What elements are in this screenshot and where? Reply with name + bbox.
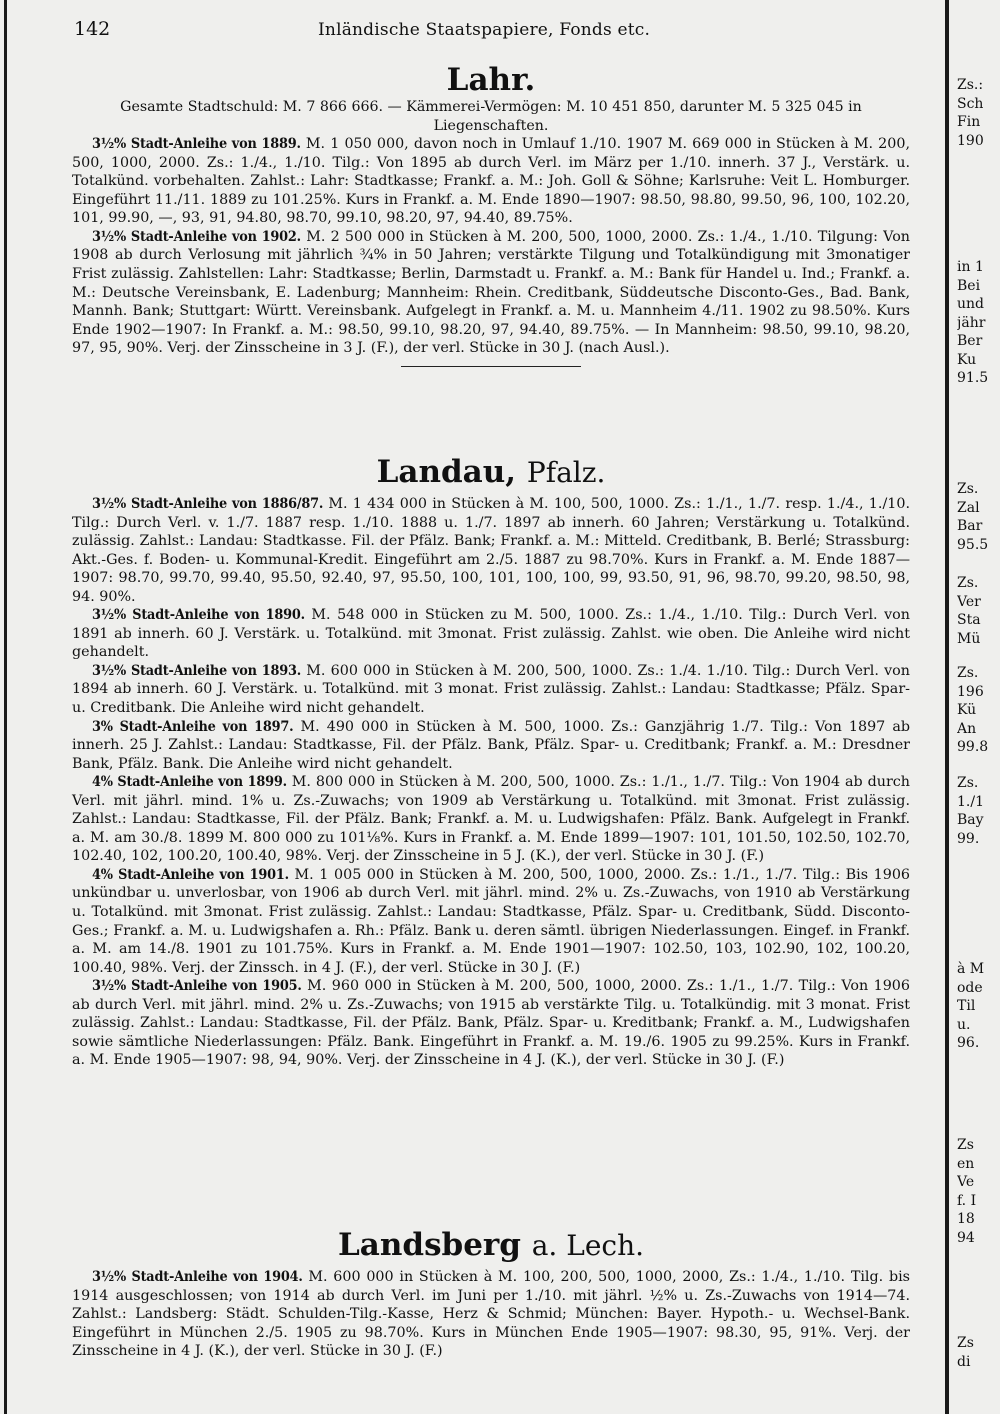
entry — [72, 606, 910, 662]
entry-text: M. 600 000 in Stücken à M. 100, 200, 500, 1000, 2000, Zs.: 1./4., 1./10. Tilg. bis 1914 ausgeschlossen; von 1914 ab durch Verl. im Juni per 1./10. mit jährl. ½% u. Zs.-Zuwachs von 1914—74. Zahlst.: Landsberg: Städt. Schulden-Tilg.-Kasse, Herz & Schmid; München: Bayer. Hypoth.- u. Wechsel-Bank. Eingeführt in München 2./5. 1905 zu 98.70%. Kurs in München Ende 1905—1907: 98.30, 95, 91%. Verj. der Zinsscheine in 4 J. (K.), der verl. Stücke in 30 J. (F.) — [72, 1269, 911, 1360]
fragment-line: Fin — [957, 114, 981, 130]
facing-page-fragment — [957, 1136, 1000, 1247]
fragment-line: 95.5 — [957, 536, 989, 553]
fragment-line: Bar — [957, 518, 983, 534]
fragment-line: Zs — [957, 1137, 974, 1153]
entry-title: 4% Stadt-Anleihe von 1901. — [92, 866, 289, 883]
entry-text: M. 548 000 in Stücken zu M. 500, 1000. Zs.: 1./4., 1./10. Tilg.: Durch Verl. von 1891 ab innerh. 60 J. Verstärk. u. Totalkünd. mit 3monat. Frist zulässig. Zahlst. wie oben. Die Anleihe wird nicht gehandelt. — [72, 607, 911, 661]
entry-title: 3½% Stadt-Anleihe von 1904. — [92, 1269, 303, 1285]
fragment-line: 91.5 — [957, 370, 989, 386]
fragment-line: 190 — [957, 132, 984, 149]
fragment-line: 99.8 — [957, 739, 989, 755]
section-divider — [401, 366, 581, 367]
entry — [72, 866, 910, 977]
fragment-line: jähr — [957, 314, 986, 331]
page-edge-left — [4, 0, 7, 1414]
entry — [72, 135, 910, 228]
fragment-line: di — [957, 1353, 971, 1370]
entry — [72, 977, 910, 1070]
facing-page-fragment — [957, 574, 1000, 648]
page-number: 142 — [74, 18, 111, 40]
heading-main: Landau, — [376, 454, 517, 490]
section-lahr — [72, 62, 910, 367]
fragment-line: An — [957, 720, 977, 737]
fragment-line: 1./1 — [957, 793, 984, 810]
section-landsberg — [72, 1227, 910, 1361]
entry — [72, 495, 910, 606]
fragment-line: Zs.: — [957, 77, 984, 93]
entry-list — [72, 135, 910, 358]
fragment-line: 18 — [957, 1211, 975, 1227]
running-title: Inländische Staatspapiere, Fonds etc. — [318, 20, 651, 40]
fragment-line: Bay — [957, 812, 984, 828]
fragment-line: Zs — [957, 1335, 974, 1351]
entry-text: M. 1 005 000 in Stücken à M. 200, 500, 1000, 2000. Zs.: 1./1., 1./7. Tilg.: Bis 1906 unkündbar u. unverlosbar, von 1906 ab durch Verl. mit jährl. mind. 2% u. Zs.-Zuwachs, von 1910 ab Verstärkung u. Totalkünd. mit 3monat. Frist zulässig. Zahlst.: Landau: Stadtkasse, Pfälz. Spar- u. Creditbank, Südd. Disconto-Ges.; Frankf. a. M. u. Ludwigshafen a. Rh.: Pfälz. Bank u. deren sämtl. übrigen Niederlassungen. Eingef. in Frankf. a. M. am 14./8. 1901 zu 101.75%. Kurs in Frankf. a. M. Ende 1901—1907: 102.50, 103, 102.90, 102, 100.20, 100.40, 98%. Verj. der Zinssch. in 4 J. (F.), der verl. Stücke in 30 J. (F.) — [72, 866, 911, 976]
entry-text: M. 490 000 in Stücken à M. 500, 1000. Zs.: Ganzjährig 1./7. Tilg.: Von 1897 ab innerh. 25 J. Zahlst.: Landau: Stadtkasse, Fil. der Pfälz. Bank, Pfälz. Spar- u. Creditbank; Frankf. a. M.: Dresdner Bank, Pfälz. Bank. Die Anleihe wird nicht gehandelt. — [72, 718, 911, 772]
entry-title: 4% Stadt-Anleihe von 1899. — [92, 774, 287, 791]
fragment-line: ode — [957, 979, 983, 996]
facing-page-fragment — [957, 258, 1000, 388]
heading-sub: a. Lech. — [531, 1229, 645, 1262]
fragment-line: Ve — [957, 1174, 975, 1190]
entry — [72, 228, 910, 358]
section-lead: Gesamte Stadtschuld: M. 7 866 666. — Kämmerei-Vermögen: M. 10 451 850, darunter M. 5 325 045 in Liegenschaften. — [120, 99, 862, 134]
entry-title: 3½% Stadt-Anleihe von 1889. — [92, 136, 301, 153]
page-gutter — [945, 0, 949, 1414]
entry-title: 3½% Stadt-Anleihe von 1890. — [92, 607, 305, 624]
entry-title: 3½% Stadt-Anleihe von 1902. — [92, 228, 301, 245]
entry-text: M. 1 050 000, davon noch in Umlauf 1./10. 1907 M. 669 000 in Stücken à M. 200, 500, 1000, 2000. Zs.: 1./4., 1./10. Tilg.: Von 1895 ab durch Verl. im März per 1./10. innerh. 37 J., Verstärk. u. Totalkünd. vorbehalten. Zahlst.: Lahr: Stadtkasse; Frankf. a. M.: Joh. Goll & Söhne; Karlsruhe: Veit L. Homburger. Eingeführt 11./11. 1889 zu 101.25%. Kurs in Frankf. a. M. Ende 1890—1907: 98.50, 98.80, 99.50, 96, 100, 102.20, 101, 99.90, —, 93, 91, 94.80, 98.70, 99.10, 98.20, 97, 94.40, 89.75%. — [72, 136, 911, 227]
fragment-line: Zal — [957, 499, 980, 516]
section-heading — [72, 1227, 910, 1264]
fragment-line: Zs. — [957, 775, 979, 791]
fragment-line: Zs. — [957, 481, 979, 497]
section-landau — [72, 454, 910, 1070]
fragment-line: 94 — [957, 1229, 975, 1246]
entry-text: M. 600 000 in Stücken à M. 200, 500, 1000. Zs.: 1./4. 1./10. Tilg.: Durch Verl. von 1894 ab innerh. 60 J. Verstärk. u. Totalkünd. mit 3 monat. Frist zulässig. Zahlst.: Landau: Stadtkasse; Pfälz. Spar- u. Creditbank. Die Anleihe wird nicht gehandelt. — [72, 662, 911, 717]
entry-list — [72, 495, 910, 1070]
fragment-line: Zs. — [957, 665, 979, 681]
fragment-line: à M — [957, 961, 985, 977]
facing-page-fragment — [957, 774, 1000, 848]
entry — [72, 773, 910, 866]
entry-text: M. 960 000 in Stücken à M. 200, 500, 1000, 2000. Zs.: 1./1., 1./7. Tilg.: Von 1906 ab durch Verl. mit jährl. mind. 2% u. Zs.-Zuwachs; von 1915 ab verstärkte Tilg. u. Totalkündig. mit 3 monat. Frist zulässig. Zahlst.: Landau: Stadtkasse, Fil. der Pfälz. Bank, Pfälz. Spar- u. Kreditbank; Frankf. a. M., Ludwigshafen sowie sämtliche Niederlassungen: Pfälz. Bank. Eingeführt in Frankf. a. M. 19./6. 1905 zu 99.25%. Kurs in Frankf. a. M. Ende 1905—1907: 98, 94, 90%. Verj. der Zinsscheine in 4 J. (K.), der verl. Stücke in 30 J. (F.) — [72, 978, 910, 1069]
entry-title: 3½% Stadt-Anleihe von 1886/87. — [92, 496, 324, 512]
entry-title: 3% Stadt-Anleihe von 1897. — [92, 718, 294, 735]
entry-list — [72, 1268, 910, 1361]
fragment-line: und — [957, 296, 984, 312]
fragment-line: Ku — [957, 351, 977, 368]
fragment-line: 99. — [957, 830, 980, 847]
section-heading — [72, 454, 910, 491]
fragment-line: in 1 — [957, 259, 984, 275]
fragment-line: Ber — [957, 333, 983, 349]
facing-page-fragment — [957, 76, 1000, 150]
section-heading: Lahr. — [446, 62, 536, 98]
entry — [72, 718, 910, 774]
facing-page-fragment — [957, 960, 1000, 1053]
facing-page-fragment — [957, 480, 1000, 554]
entry — [72, 662, 910, 718]
fragment-line: en — [957, 1155, 975, 1172]
entry-title: 3½% Stadt-Anleihe von 1905. — [92, 978, 302, 995]
entry-title: 3½% Stadt-Anleihe von 1893. — [92, 662, 302, 679]
fragment-line: Sta — [957, 612, 981, 628]
entry-text: M. 2 500 000 in Stücken à M. 200, 500, 1000, 2000. Zs.: 1./4., 1./10. Tilgung: Von 1908 ab durch Verlosung mit jährlich ¾% in 50 Jahren; verstärkte Tilgung und Totalkündigung mit 3monatiger Frist zulässig. Zahlstellen: Lahr: Stadtkasse; Berlin, Darmstadt u. Frankf. a. M.: Bank für Handel u. Ind.; Frankf. a. M.: Deutsche Vereinsbank, E. Ladenburg; Mannheim: Rhein. Creditbank, Süddeutsche Disconto-Ges., Bad. Bank, Mannh. Bank; Stuttgart: Württ. Vereinsbank. Aufgelegt in Frankf. a. M. u. Mannheim 4./11. 1902 zu 98.50%. Kurs Ende 1902—1907: In Frankf. a. M.: 98.50, 99.10, 98.20, 97, 94.40, 89.75%. — In Mannheim: 98.50, 99.10, 98.20, 97, 95, 90%. Verj. der Zinsscheine in 3 J. (F.), der verl. Stücke in 30 J. (nach Ausl.). — [72, 228, 911, 357]
heading-main: Landsberg — [337, 1227, 521, 1263]
facing-page-fragment — [957, 1334, 1000, 1371]
fragment-line: 196 — [957, 683, 984, 700]
fragment-line: Sch — [957, 95, 984, 112]
fragment-line: Ver — [957, 593, 981, 610]
fragment-line: Til — [957, 998, 976, 1014]
fragment-line: Zs. — [957, 575, 979, 591]
facing-page-fragment — [957, 664, 1000, 757]
heading-sub: Pfalz. — [526, 456, 606, 489]
fragment-line: Bei — [957, 277, 981, 294]
fragment-line: Mü — [957, 630, 981, 647]
fragment-line: Kü — [957, 702, 977, 718]
fragment-line: f. I — [957, 1192, 977, 1209]
entry-text: M. 800 000 in Stücken à M. 200, 500, 1000. Zs.: 1./1., 1./7. Tilg.: Von 1904 ab durch Verl. mit jährl. mind. 1% u. Zs.-Zuwachs; von 1909 ab Verstärkung u. Totalkünd. mit 3monat. Frist zulässig. Zahlst.: Landau: Stadtkasse, Fil. der Pfälz. Bank; Frankf. a. M. u. Ludwigshafen: Pfälz. Bank. Aufgelegt in Frankf. a. M. am 30./8. 1899 M. 800 000 zu 101⅛%. Kurs in Frankf. a. M. Ende 1899—1907: 101, 101.50, 102.50, 102.70, 102.40, 102, 100.20, 100.40, 98%. Verj. der Zinsscheine in 5 J. (K.), der verl. Stücke in 30 J. (F.) — [72, 774, 911, 865]
entry-text: M. 1 434 000 in Stücken à M. 100, 500, 1000. Zs.: 1./1., 1./7. resp. 1./4., 1./10. Tilg.: Durch Verl. v. 1./7. 1887 resp. 1./10. 1888 u. 1./7. 1897 ab innerh. 60 Jahren; Verstärkung u. Totalkünd. zulässig. Zahlst.: Landau: Stadtkasse. Fil. der Pfälz. Bank; Frankf. a. M.: Mitteld. Creditbank, B. Berlé; Strassburg: Akt.-Ges. f. Boden- u. Kommunal-Kredit. Eingeführt am 2./5. 1887 zu 98.70%. Kurs in Frankf. a. M. Ende 1887—1907: 98.70, 99.70, 99.40, 95.50, 92.40, 97, 95.50, 100, 101, 100, 100, 99, 93.50, 91, 96, 98.70, 99.20, 98.50, 98, 94. 90%. — [72, 496, 910, 605]
fragment-line: u. — [957, 1016, 971, 1033]
entry — [72, 1268, 910, 1361]
fragment-line: 96. — [957, 1035, 980, 1051]
